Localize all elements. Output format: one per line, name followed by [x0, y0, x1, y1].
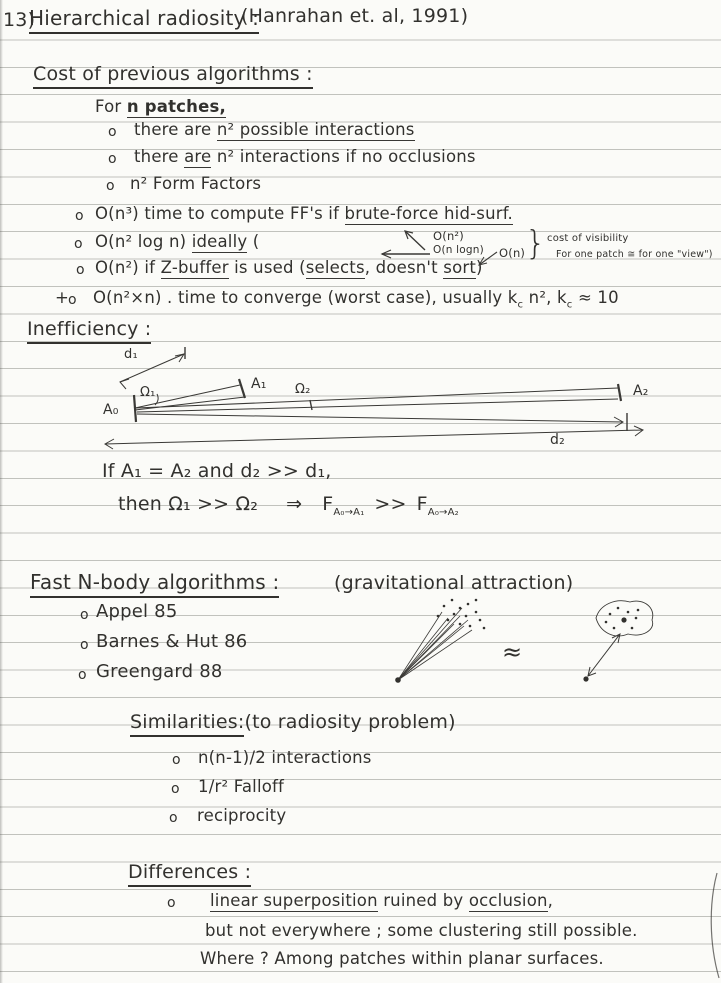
bullet-icon: o [171, 781, 180, 797]
bullet-icon: o [78, 667, 87, 683]
bullet-icon: o [108, 151, 117, 167]
bullet-icon: o [80, 607, 89, 623]
inefficiency-diagram [55, 338, 655, 458]
page-curl [701, 873, 721, 983]
a2-label: A₂ [633, 383, 649, 399]
plus-mark: + [55, 288, 70, 307]
d1-label: d₁ [124, 347, 138, 362]
differences-line-2: but not everywhere ; some clustering still possible. [205, 921, 638, 940]
nbody-note: (gravitational attraction) [334, 572, 574, 594]
nbody-item-2: Barnes & Hut 86 [96, 631, 248, 652]
a1-label: A₁ [251, 376, 267, 392]
bullet-icon: o [80, 637, 89, 653]
cost-bullet-6: O(n²) if Z-buffer is used (selects, doesn't sort) [95, 258, 483, 277]
nbody-heading: Fast N-body algorithms : [30, 570, 279, 594]
annotation-o-n: O(n) [499, 246, 526, 260]
annotation-note-2: For one patch ≅ for one "view") [556, 249, 713, 260]
inefficiency-heading: Inefficiency : [27, 318, 151, 340]
brace: } [525, 223, 547, 262]
bullet-icon: o [106, 178, 115, 194]
page-number: 13) [3, 9, 36, 31]
similarities-item-2: 1/r² Falloff [198, 777, 285, 796]
nbody-item-1: Appel 85 [96, 601, 178, 622]
bullet-icon: o [169, 810, 178, 826]
nbody-item-3: Greengard 88 [96, 661, 223, 682]
cost-heading: Cost of previous algorithms : [33, 63, 313, 85]
bullet-icon: o [172, 752, 181, 768]
cost-bullet-3: n² Form Factors [130, 174, 262, 193]
cost-bullet-1: there are n² possible interactions [134, 120, 415, 139]
cost-bullet-4: O(n³) time to compute FF's if brute-force hid-surf. [95, 204, 513, 223]
a0-label: A₀ [103, 402, 119, 418]
inefficiency-line-2: then Ω₁ >> Ω₂ ⇒ $F_{A_0\to A_1} >> F_{A_0\to A_2}$ [118, 493, 459, 518]
bullet-icon: o [75, 208, 84, 224]
similarities-item-3: reciprocity [197, 806, 287, 825]
cost-bullet-7: O(n²×n) . time to converge (worst case), usually $k_c$ n², $k_c \approx 10$ [93, 288, 619, 311]
bullet-icon: o [74, 236, 83, 252]
omega1-label: Ω₁ [140, 385, 156, 400]
cost-intro: For n patches, [95, 97, 226, 116]
citation: (Hanrahan et. al, 1991) [241, 5, 469, 27]
differences-heading: Differences : [128, 861, 251, 883]
differences-line-3: Where ? Among patches within planar surfaces. [200, 949, 604, 968]
annotation-o-n2: O(n²) [433, 229, 464, 243]
bullet-icon: o [68, 292, 77, 308]
scan-edge [0, 0, 3, 983]
bullet-icon: o [108, 124, 117, 140]
bullet-icon: o [167, 895, 176, 911]
differences-line-1: linear superposition ruined by occlusion, [210, 891, 554, 910]
d2-label: d₂ [550, 432, 565, 448]
bullet-icon: o [76, 262, 85, 278]
annotation-note-1: cost of visibility [547, 233, 629, 244]
page-title [29, 6, 259, 30]
inefficiency-line-1: If A₁ = A₂ and d₂ >> d₁, [102, 460, 332, 482]
similarities-heading: Similarities:(to radiosity problem) [130, 711, 456, 733]
page-title-text: Hierarchical radiosity : [29, 6, 259, 34]
cost-bullet-5: O(n² log n) ideally ( [95, 232, 260, 251]
omega2-label: Ω₂ [295, 382, 311, 397]
annotation-o-nlogn: O(n logn) [433, 244, 484, 256]
cost-bullet-2: there are n² interactions if no occlusions [134, 147, 476, 166]
approx-symbol: ≈ [502, 638, 523, 666]
similarities-item-1: n(n-1)/2 interactions [198, 748, 372, 767]
nbody-sketch [378, 588, 678, 700]
